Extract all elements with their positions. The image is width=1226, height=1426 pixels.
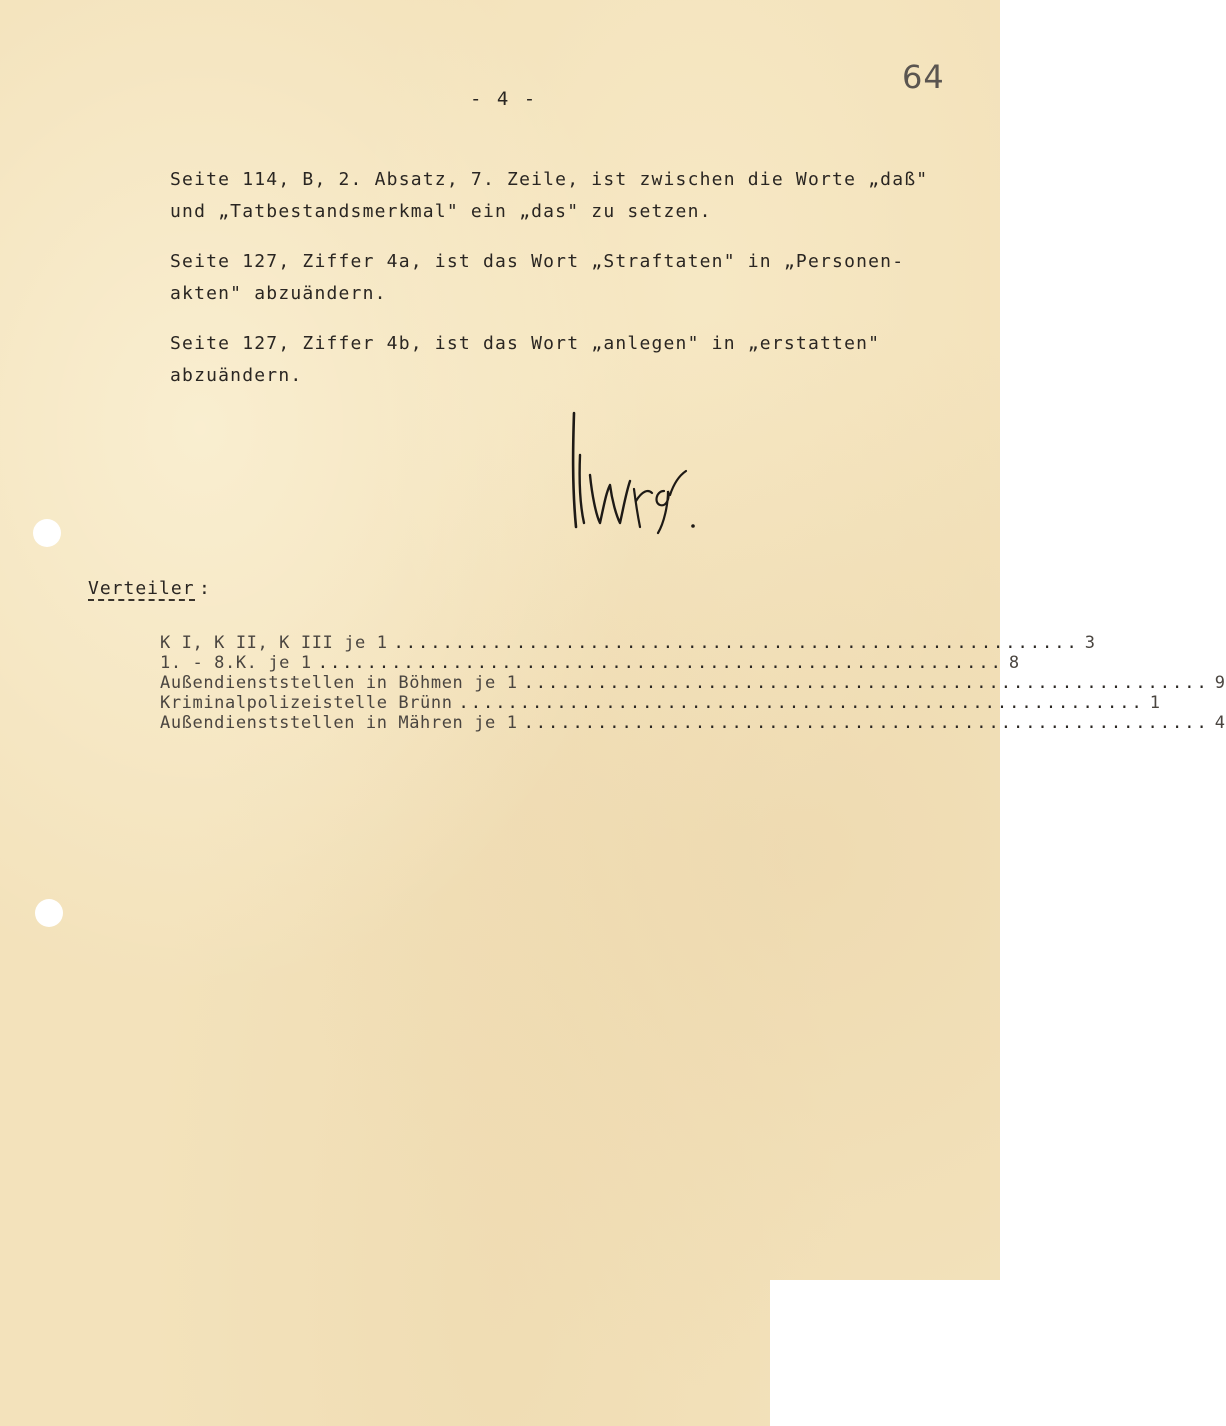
page-number: - 4 - <box>470 88 538 110</box>
distribution-count: 9 <box>1214 673 1226 693</box>
dot-leader: ........................................................ <box>458 693 1144 713</box>
distribution-recipient: Außendienststellen in Mähren je 1 <box>160 713 518 733</box>
dot-leader: ........................................................ <box>523 673 1209 693</box>
punch-hole-top <box>33 519 61 547</box>
distribution-label: Verteiler <box>88 578 195 599</box>
distribution-row <box>160 713 1226 733</box>
correction-paragraph-3: Seite 127, Ziffer 4b, ist das Wort „anlegen" in „erstatten" abzuändern. <box>170 333 881 386</box>
punch-hole-bottom <box>35 899 63 927</box>
distribution-row <box>160 633 1096 653</box>
distribution-recipient: Außendienststellen in Böhmen je 1 <box>160 673 518 693</box>
scan-blank-area <box>770 1280 1000 1426</box>
distribution-row <box>160 653 1020 673</box>
correction-paragraph-1: Seite 114, B, 2. Absatz, 7. Zeile, ist zwischen die Worte „daß" und „Tatbestandsmerkmal" ein „das" zu setzen. <box>170 169 929 222</box>
distribution-recipient: 1. - 8.K. je 1 <box>160 653 312 673</box>
distribution-recipient: K I, K II, K III je 1 <box>160 633 388 653</box>
dot-leader: ........................................................ <box>393 633 1079 653</box>
distribution-label-colon: : <box>199 578 210 599</box>
distribution-count: 8 <box>1008 653 1020 673</box>
handwritten-signature <box>560 405 710 545</box>
folio-number: 64 <box>902 58 945 96</box>
dot-leader: ........................................................ <box>317 653 1003 673</box>
distribution-count: 4 <box>1214 713 1226 733</box>
distribution-row <box>160 693 1161 713</box>
correction-paragraph-2: Seite 127, Ziffer 4a, ist das Wort „Straftaten" in „Personen- akten" abzuändern. <box>170 251 905 304</box>
distribution-count: 1 <box>1149 693 1161 713</box>
distribution-recipient: Kriminalpolizeistelle Brünn <box>160 693 453 713</box>
dot-leader: ........................................................ <box>523 713 1209 733</box>
distribution-list <box>160 633 1226 733</box>
distribution-count: 3 <box>1084 633 1096 653</box>
distribution-row <box>160 673 1226 693</box>
